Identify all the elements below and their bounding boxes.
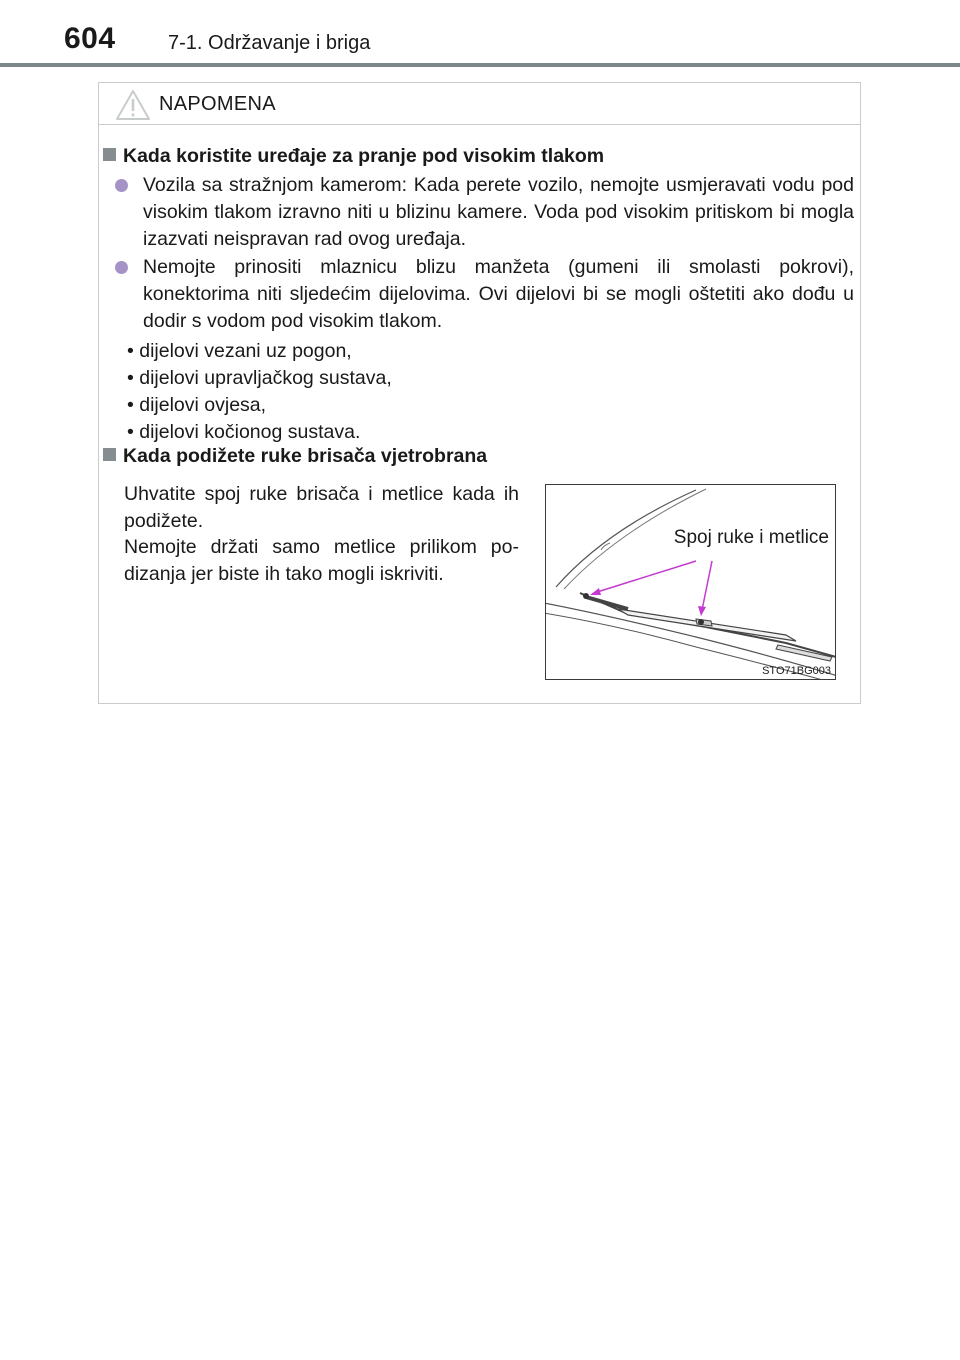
list-item: • dijelovi kočionog sustava.	[127, 421, 361, 443]
bullet-text: Vozila sa stražnjom kamerom: Kada perete vozilo, nemojte usmjeravati vodu pod visokim tlakom izravno niti u blizinu kamere. Voda pod visokim pritiskom bi mogla izazvati neispravan rad ovog uređaja.	[143, 174, 854, 250]
warning-triangle-icon	[115, 89, 151, 121]
wiper-instructions	[124, 481, 519, 587]
wiper-drawing	[546, 485, 836, 680]
list-item: • dijelovi vezani uz pogon,	[127, 340, 352, 362]
wiper-text-line: Nemojte držati samo metlice prilikom po-dizanja jer biste ih tako mogli iskriviti.	[124, 536, 519, 585]
header-divider	[0, 63, 960, 67]
page-header	[0, 0, 960, 70]
list-item: • dijelovi upravljačkog sustava,	[127, 367, 392, 389]
bullet-dot-icon	[115, 261, 128, 274]
figure-code: STO71BG003	[762, 665, 831, 677]
wiper-illustration	[545, 484, 836, 680]
section-heading-text: Kada koristite uređaje za pranje pod visokim tlakom	[123, 145, 605, 167]
wiper-text-line: Uhvatite spoj ruke brisača i metlice kada ih podižete.	[124, 483, 519, 532]
section-heading-pressure-washer	[103, 145, 604, 168]
list-item: • dijelovi ovjesa,	[127, 394, 267, 416]
note-label: NAPOMENA	[159, 93, 276, 115]
square-marker-icon	[103, 148, 116, 161]
note-box	[98, 82, 861, 704]
parts-list	[127, 338, 392, 446]
bullet-dot-icon	[115, 179, 128, 192]
bullet-nozzle-warning	[109, 254, 854, 335]
note-header	[99, 83, 860, 125]
section-heading-wiper	[103, 445, 487, 468]
page-number: 604	[64, 22, 116, 55]
section-title: 7-1. Održavanje i briga	[168, 32, 371, 54]
bullet-text: Nemojte prinositi mlaznicu blizu manžeta (gumeni ili smolasti pokrovi), konektorima niti sljedećim dijelovima. Ovi dijelovi bi se mogli oštetiti ako dođu u dodir s vodom pod visokim tlakom.	[143, 256, 854, 332]
figure-callout: Spoj ruke i metlice	[673, 527, 829, 548]
bullet-rear-camera	[109, 172, 854, 253]
square-marker-icon	[103, 448, 116, 461]
section-heading-text: Kada podižete ruke brisača vjetrobrana	[123, 445, 488, 467]
